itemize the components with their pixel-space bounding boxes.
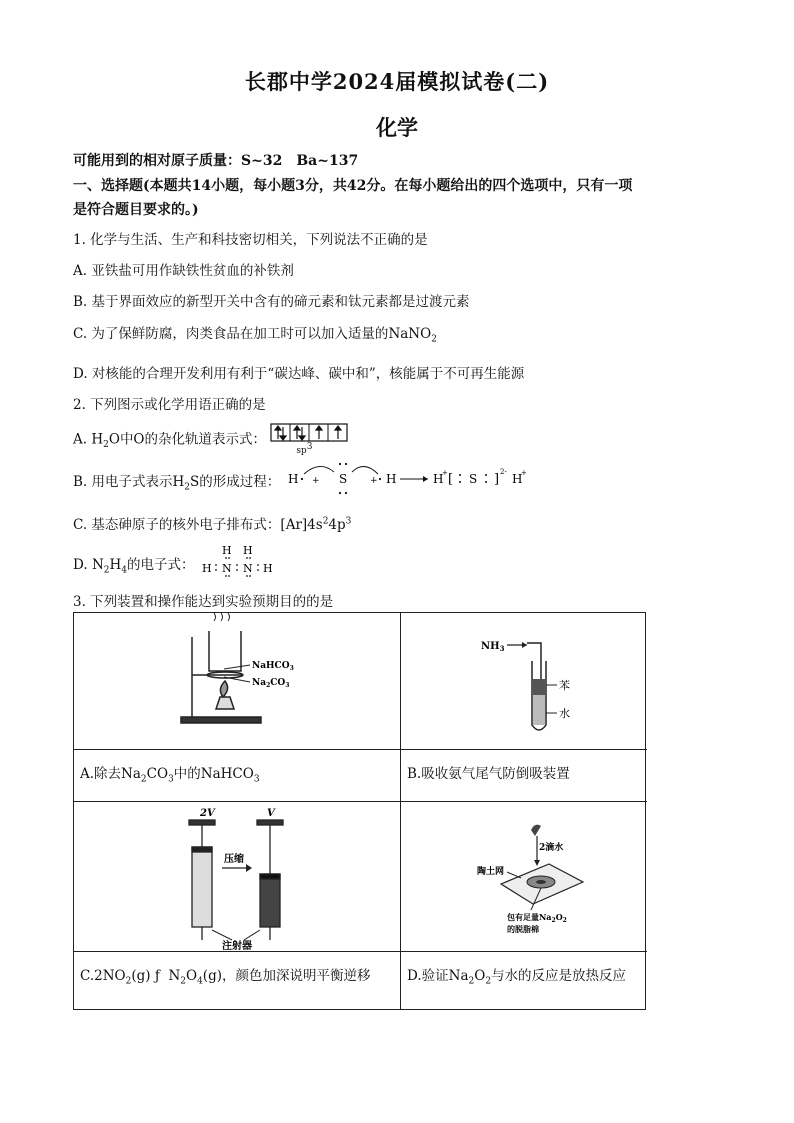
svg-text:S: S bbox=[469, 472, 478, 486]
svg-text:2V: 2V bbox=[200, 808, 215, 819]
svg-text:2-: 2- bbox=[500, 468, 507, 476]
svg-text:[: [ bbox=[448, 472, 454, 487]
section-heading-line1: 一、选择题(本题共14小题，每小题3分，共42分。在每小题给出的四个选项中，只有一项 bbox=[73, 178, 633, 194]
svg-text:包有足量Na2O2: 包有足量$Na_2O_2$ bbox=[507, 912, 567, 924]
dropper-icon bbox=[531, 825, 541, 836]
q1-option-d: D. 对核能的合理开发利用有利于“碳达峰、碳中和”，核能属于不可再生能源 bbox=[73, 366, 525, 382]
atomic-mass-line: 可能用到的相对原子质量：S~32 Ba~137 bbox=[73, 153, 359, 169]
orbital-boxes-icon bbox=[270, 423, 350, 443]
svg-text:H: H bbox=[433, 472, 444, 486]
subject-title: 化学 bbox=[376, 115, 418, 140]
svg-text:+: + bbox=[442, 469, 448, 477]
na2o2-water-figure bbox=[401, 802, 645, 952]
svg-text:N: N bbox=[222, 562, 232, 575]
n2h4-electron-formula bbox=[200, 542, 280, 578]
curved-arrow-icon bbox=[304, 466, 334, 474]
svg-text:水: 水 bbox=[559, 707, 570, 720]
q1-option-c: C. 为了保鲜防腐，肉类食品在加工时可以加入适量的NaNO$_2$ bbox=[73, 326, 437, 345]
q2-option-d: D. $N_2H_4$的电子式： bbox=[73, 557, 195, 576]
svg-text:NaHCO3: NaHCO$_3$ bbox=[252, 661, 294, 672]
cell-fig-b bbox=[401, 613, 647, 750]
cell-fig-c bbox=[74, 802, 401, 952]
h2s-formation-diagram bbox=[282, 458, 542, 498]
svg-text:Na2CO3: $Na_2CO_3$ bbox=[252, 678, 290, 689]
h2s-h-right: H bbox=[386, 472, 397, 486]
h2s-s: S bbox=[339, 472, 348, 486]
svg-text:注射器: 注射器 bbox=[222, 941, 252, 952]
q3-apparatus-table bbox=[73, 612, 646, 1010]
svg-text:陶土网: 陶土网 bbox=[477, 867, 505, 877]
q2-stem: 2. 下列图示或化学用语正确的是 bbox=[73, 397, 266, 413]
orbital-diagram: $sp^3$ bbox=[270, 425, 350, 455]
cell-fig-a bbox=[74, 613, 401, 750]
h2s-h-left: H bbox=[288, 472, 299, 486]
caption-c: $C.2NO_2(g)$ ƒ $N_2O_4(g)$，颜色加深说明平衡逆移 bbox=[74, 952, 401, 1009]
syringe-compression-figure bbox=[74, 802, 401, 952]
q2-option-b: B. 用电子式表示$H_2S$的形成过程： bbox=[73, 474, 281, 493]
caption-b: B.吸收氨气尾气防倒吸装置 bbox=[401, 750, 647, 802]
h2s-plus-left: + bbox=[312, 476, 320, 486]
svg-text:的脱脂棉: 的脱脂棉 bbox=[507, 924, 539, 934]
section-heading-line2: 是符合题目要求的。) bbox=[73, 202, 199, 218]
svg-text:H: H bbox=[263, 562, 273, 575]
svg-text:N: N bbox=[243, 562, 253, 575]
heating-apparatus-figure bbox=[74, 613, 401, 750]
q2-option-a: A. $H_2O$中O的杂化轨道表示式： $sp^3$ bbox=[73, 425, 350, 455]
svg-text:+: + bbox=[521, 469, 527, 477]
q2-option-c: C. 基态砷原子的核外电子排布式：$[Ar]4s^24p^3$ bbox=[73, 516, 352, 533]
svg-text:苯: 苯 bbox=[559, 679, 570, 692]
h2s-plus-right: + bbox=[370, 476, 378, 486]
caption-a: A.除去$Na_2CO_3$中的NaHCO$_3$ bbox=[74, 750, 401, 802]
svg-text:H: H bbox=[243, 544, 253, 557]
cell-fig-d bbox=[401, 802, 647, 952]
svg-text:H: H bbox=[222, 544, 232, 557]
q3-stem: 3. 下列装置和操作能达到实验预期目的的是 bbox=[73, 594, 334, 610]
q1-stem: 1. 化学与生活、生产和科技密切相关，下列说法不正确的是 bbox=[73, 232, 428, 248]
svg-text:]: ] bbox=[494, 472, 500, 487]
svg-text:V: V bbox=[267, 808, 275, 819]
q1-option-b: B. 基于界面效应的新型开关中含有的碲元素和钛元素都是过渡元素 bbox=[73, 294, 470, 310]
caption-d: D.验证$Na_2O_2$与水的反应是放热反应 bbox=[407, 968, 627, 987]
exam-title: 长郡中学2024届模拟试卷(二) bbox=[244, 69, 550, 94]
curved-arrow-icon bbox=[352, 466, 378, 474]
svg-text:H: H bbox=[512, 472, 523, 486]
ammonia-absorption-figure bbox=[401, 613, 645, 750]
svg-text:NH3: $NH_3$ bbox=[481, 641, 505, 653]
svg-text:H: H bbox=[202, 562, 212, 575]
svg-text:压缩: 压缩 bbox=[224, 854, 244, 865]
q1-option-a: A. 亚铁盐可用作缺铁性贫血的补铁剂 bbox=[73, 263, 294, 279]
svg-text:2滴水: 2滴水 bbox=[539, 843, 564, 853]
